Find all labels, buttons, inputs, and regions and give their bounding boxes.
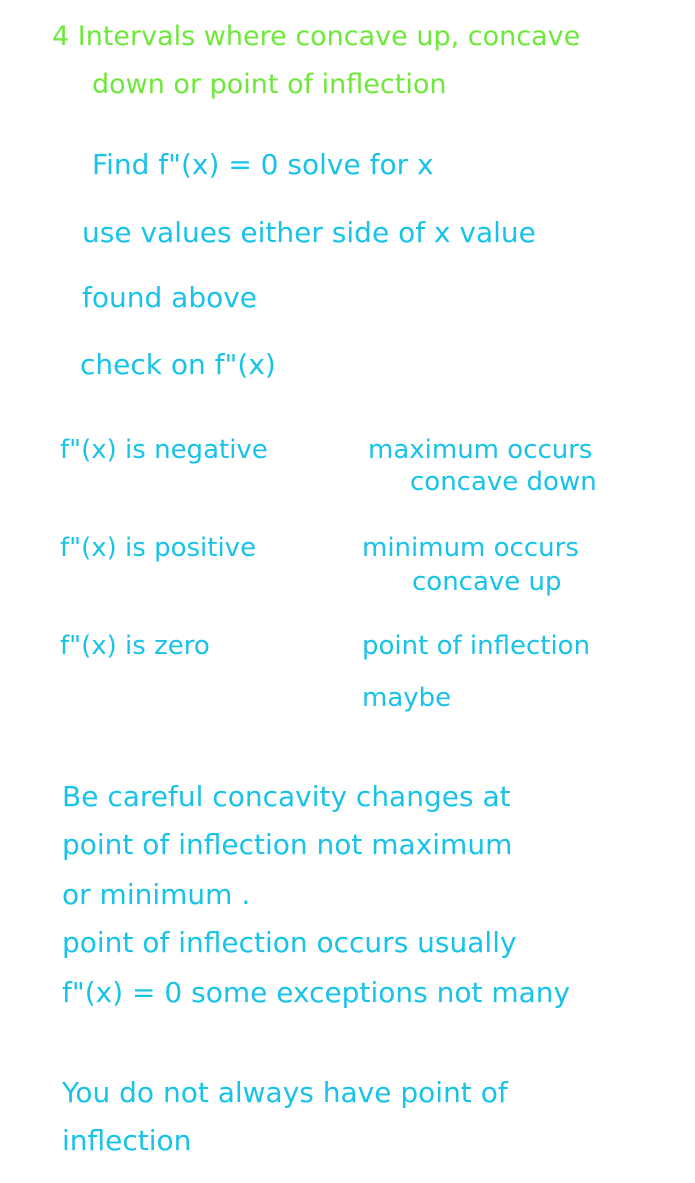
final-line-1: You do not always have point of — [62, 1076, 508, 1109]
step-line-4: check on f"(x) — [80, 348, 276, 381]
step-line-1: Find f"(x) = 0 solve for x — [92, 148, 434, 181]
note-line-4: point of inflection occurs usually — [62, 926, 517, 959]
step-line-2: use values either side of x value — [82, 216, 536, 249]
case-detail: concave up — [412, 567, 562, 597]
note-line-3: or minimum . — [62, 878, 251, 911]
heading-line-1: 4 Intervals where concave up, concave — [52, 21, 581, 52]
note-line-1: Be careful concavity changes at — [62, 780, 511, 813]
step-line-3: found above — [82, 281, 258, 314]
note-line-2: point of inflection not maximum — [62, 828, 513, 861]
case-condition: f"(x) is negative — [60, 435, 268, 465]
case-result: maximum occurs — [368, 435, 593, 465]
case-detail: maybe — [362, 683, 452, 713]
note-line-5: f"(x) = 0 some exceptions not many — [62, 976, 571, 1009]
case-detail: concave down — [410, 467, 597, 497]
case-result: point of inflection — [362, 631, 591, 661]
heading-line-2: down or point of inflection — [92, 69, 447, 100]
final-line-2: inflection — [62, 1124, 192, 1157]
case-condition: f"(x) is zero — [60, 631, 210, 661]
case-condition: f"(x) is positive — [60, 533, 257, 563]
case-result: minimum occurs — [362, 533, 579, 563]
